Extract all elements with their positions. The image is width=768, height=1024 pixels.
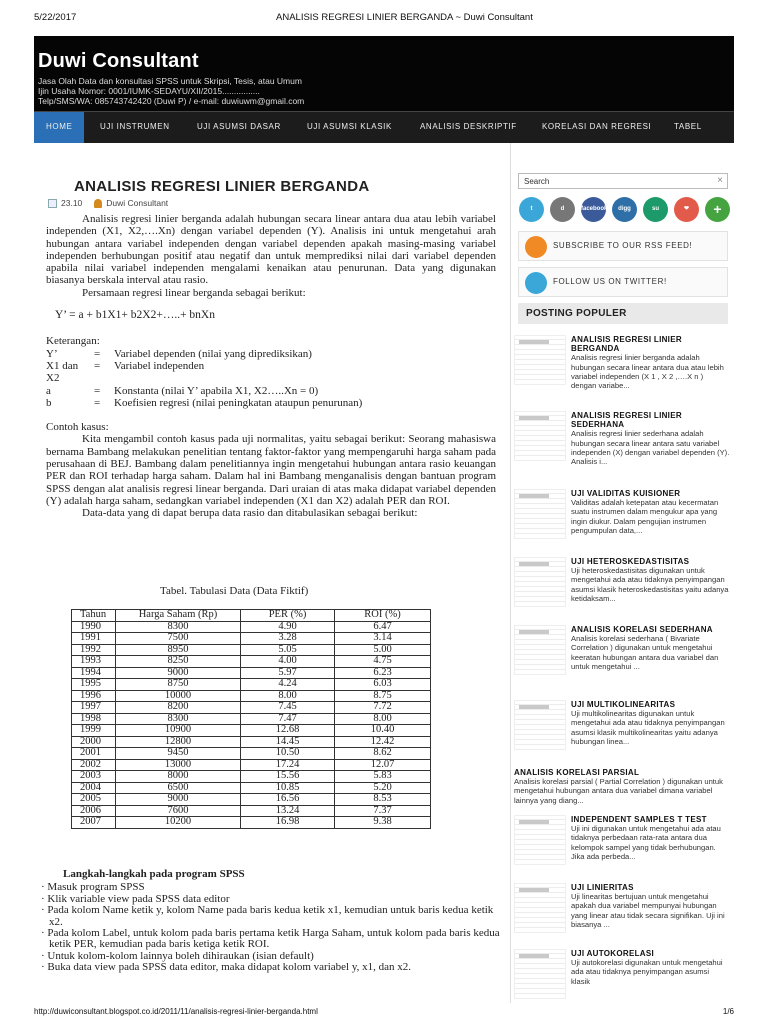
table-cell: 5.83	[335, 771, 431, 783]
table-cell: 16.98	[241, 817, 335, 829]
col-tahun: Tahun	[72, 610, 116, 622]
table-cell: 6.03	[335, 679, 431, 691]
post-thumbnail[interactable]	[514, 700, 566, 750]
table-cell: 8.00	[335, 713, 431, 725]
table-cell: 1998	[72, 713, 116, 725]
table-row	[72, 725, 431, 737]
table-cell: 10.50	[241, 748, 335, 760]
table-cell: 10200	[116, 817, 241, 829]
table-cell: 7.47	[241, 713, 335, 725]
table-caption: Tabel. Tabulasi Data (Data Fiktif)	[160, 585, 309, 597]
col-harga-saham: Harga Saham (Rp)	[116, 610, 241, 622]
steps-heading: Langkah-langkah pada program SPSS	[63, 868, 245, 880]
table-row	[72, 656, 431, 668]
table-cell: 2005	[72, 794, 116, 806]
table-cell: 8.53	[335, 794, 431, 806]
popular-post[interactable]: UJI VALIDITAS KUISIONER Validitas adalah ketepatan atau kecermatan suatu instrumen dalam mengukur apa yang ingin diukur. Dalam pengujian instrumen pengumpulan data,...	[514, 489, 730, 541]
table-cell: 4.90	[241, 621, 335, 633]
table-row	[72, 644, 431, 656]
keterangan-row: X1 dan X2 = Variabel independen	[46, 359, 205, 385]
table-cell: 8.00	[241, 690, 335, 702]
data-intro: Data-data yang di dapat berupa data rasio dan ditabulasikan sebagai berikut:	[82, 507, 418, 520]
post-meta	[48, 198, 168, 208]
author-icon	[94, 199, 102, 208]
post-thumbnail[interactable]	[514, 335, 566, 385]
nav-home[interactable]: HOME	[34, 112, 84, 144]
table-cell: 12.68	[241, 725, 335, 737]
col-per: PER (%)	[241, 610, 335, 622]
table-row	[72, 621, 431, 633]
spss-steps	[41, 869, 503, 974]
social-icons	[519, 197, 730, 222]
facebook-icon[interactable]: facebook	[581, 197, 606, 222]
table-cell: 2006	[72, 805, 116, 817]
regression-equation: Y’ = a + b1X1+ b2X2+…..+ bnXn	[55, 309, 215, 322]
site-banner	[34, 36, 734, 111]
calendar-icon	[48, 199, 57, 208]
popular-posts-heading: POSTING POPULER	[518, 303, 728, 324]
table-row	[72, 782, 431, 794]
post-content	[34, 143, 510, 1003]
table-cell: 8000	[116, 771, 241, 783]
post-thumbnail[interactable]	[514, 411, 566, 461]
table-row	[72, 690, 431, 702]
table-cell: 9000	[116, 794, 241, 806]
data-table	[71, 609, 431, 829]
table-cell: 8.75	[335, 690, 431, 702]
table-cell: 4.24	[241, 679, 335, 691]
post-time: 23.10	[61, 198, 83, 208]
col-roi: ROI (%)	[335, 610, 431, 622]
table-cell: 12800	[116, 736, 241, 748]
table-cell: 17.24	[241, 759, 335, 771]
post-author[interactable]: Duwi Consultant	[106, 198, 169, 208]
delicious-icon[interactable]: d	[550, 197, 575, 222]
intro-paragraph: Analisis regresi linier berganda adalah hubungan secara linear antara dua atau lebih variabel independen (X1, X2,….Xn) dengan variabel dependen (Y). Analisis ini untuk mengetahui arah hubungan antara variabel independen dengan variabel dependen apakah masing-masing variabel independen berhubungan positif atau negatif dan untuk memprediksi nilai dari variabel dependen apabila nilai variabel independen mengalami kenaikan atau penurunan. Data yang digunakan biasanya berskala interval atau rasio.	[46, 213, 496, 287]
table-cell: 2002	[72, 759, 116, 771]
table-cell: 6500	[116, 782, 241, 794]
table-cell: 8750	[116, 679, 241, 691]
popular-post[interactable]: UJI MULTIKOLINEARITAS Uji multikolinearitas digunakan untuk mengetahui ada atau tidaknya penyimpangan asumsi klasik multikolinearitas yaitu adanya hubungan linea...	[514, 700, 730, 752]
popular-post[interactable]: ANALISIS KORELASI SEDERHANA Analisis korelasi sederhana ( Bivariate Correlation ) digunakan untuk mengetahui keeratan hubungan antara dua variabel dan untuk mengetahui ...	[514, 625, 730, 677]
twitter-icon[interactable]: t	[519, 197, 544, 222]
post-thumbnail[interactable]	[514, 949, 566, 999]
table-header-row	[72, 610, 431, 622]
table-cell: 8250	[116, 656, 241, 668]
table-cell: 9000	[116, 667, 241, 679]
table-row	[72, 633, 431, 645]
table-cell: 9450	[116, 748, 241, 760]
site-title[interactable]: Duwi Consultant	[38, 50, 199, 72]
table-cell: 8300	[116, 621, 241, 633]
table-cell: 5.00	[335, 644, 431, 656]
table-cell: 10000	[116, 690, 241, 702]
table-cell: 10.85	[241, 782, 335, 794]
table-cell: 12.07	[335, 759, 431, 771]
print-date: 5/22/2017	[34, 12, 77, 23]
post-thumbnail[interactable]	[514, 815, 566, 865]
table-cell: 1993	[72, 656, 116, 668]
table-cell: 12.42	[335, 736, 431, 748]
step-item: · Klik variable view pada SPSS data editor	[41, 892, 230, 905]
table-cell: 7500	[116, 633, 241, 645]
table-cell: 4.75	[335, 656, 431, 668]
step-item: · Buka data view pada SPSS data editor, maka didapat kolom variabel y, x1, dan x2.	[41, 961, 412, 974]
keterangan-row: Y’ = Variabel dependen (nilai yang diprediksikan)	[46, 347, 312, 360]
table-cell: 1992	[72, 644, 116, 656]
table-cell: 8200	[116, 702, 241, 714]
table-cell: 2000	[72, 736, 116, 748]
table-cell: 13.24	[241, 805, 335, 817]
rss-feed-link[interactable]: SUBSCRIBE TO OUR RSS FEED!	[518, 231, 728, 261]
table-cell: 1994	[72, 667, 116, 679]
table-cell: 2007	[72, 817, 116, 829]
table-row	[72, 817, 431, 829]
post-thumbnail[interactable]	[514, 625, 566, 675]
keterangan-label: Keterangan:	[46, 335, 100, 348]
table-cell: 7600	[116, 805, 241, 817]
table-cell: 6.47	[335, 621, 431, 633]
step-item: · Masuk program SPSS	[41, 881, 145, 894]
table-row	[72, 794, 431, 806]
step-item: · Pada kolom Name ketik y, kolom Name pada baris kedua ketik x1, kemudian untuk baris kedua ketik x2.	[41, 904, 494, 928]
step-item: · Untuk kolom-kolom lainnya boleh dihiraukan (isian default)	[41, 949, 314, 962]
contoh-paragraph: Kita mengambil contoh kasus pada uji normalitas, yaitu sebagai berikut: Seorang mahasiswa bernama Bambang melakukan penelitian tentang faktor-faktor yang mempengaruhi harga saham pada perusahaan di BEJ. Bambang dalam penelitiannya ingin mengetahui hubungan antara rasio keuangan PER dan ROI terhadap harga saham. Dalam hal ini Bambang menganalisis dengan bantuan program SPSS dengan alat analisis regresi linear berganda. Dari uraian di atas maka didapat variabel dependen (Y) adalah harga saham, sedangkan variabel independen (X1 dan X2) adalah PER dan ROI.	[46, 433, 496, 507]
print-url: http://duwiconsultant.blogspot.co.id/2011/11/analisis-regresi-linier-berganda.html	[34, 1007, 318, 1016]
table-cell: 1997	[72, 702, 116, 714]
table-cell: 10.40	[335, 725, 431, 737]
nav-tabel[interactable]: TABEL	[674, 122, 702, 131]
post-thumbnail[interactable]	[514, 489, 566, 539]
digg-icon[interactable]: digg	[612, 197, 637, 222]
table-cell: 1990	[72, 621, 116, 633]
table-cell: 5.97	[241, 667, 335, 679]
main-nav	[34, 111, 734, 143]
tagline-line-3: Telp/SMS/WA: 085743742420 (Duwi P) / e-mail: duwiuwm@gmail.com	[38, 96, 305, 106]
table-row	[72, 713, 431, 725]
table-row	[72, 667, 431, 679]
table-cell: 4.00	[241, 656, 335, 668]
post-thumbnail[interactable]	[514, 883, 566, 933]
equation-intro: Persamaan regresi linear berganda sebagai berikut:	[82, 286, 306, 299]
keterangan-row: b = Koefisien regresi (nilai peningkatan ataupun penurunan)	[46, 396, 363, 409]
table-cell: 15.56	[241, 771, 335, 783]
table-cell: 1996	[72, 690, 116, 702]
table-cell: 2004	[72, 782, 116, 794]
popular-post[interactable]: ANALISIS KORELASI PARSIAL Analisis korelasi parsial ( Partial Correlation ) digunakan untuk mengetahui hubungan antara dua variabel dimana variabel lainnya yang diang...	[514, 768, 723, 805]
table-row	[72, 702, 431, 714]
table-row	[72, 771, 431, 783]
table-cell: 1991	[72, 633, 116, 645]
table-cell: 2001	[72, 748, 116, 760]
popular-post[interactable]: ANALISIS REGRESI LINIER BERGANDA Analisis regresi linier berganda adalah hubungan secara linear antara dua atau lebih variabel independen (X 1 , X 2 ,….X n ) dengan variabe...	[514, 335, 730, 390]
nav-analisis-deskriptif[interactable]: ANALISIS DESKRIPTIF	[420, 122, 517, 131]
table-cell: 8.62	[335, 748, 431, 760]
nav-uji-asumsi-klasik[interactable]: UJI ASUMSI KLASIK	[307, 122, 392, 131]
table-cell: 7.37	[335, 805, 431, 817]
tagline-line-2: Ijin Usaha Nomor: 0001/IUMK-SEDAYU/XII/2015................	[38, 86, 260, 96]
step-item: · Pada kolom Label, untuk kolom pada baris pertama ketik Harga Saham, untuk kolom pada baris kedua ketik PER, kemudian pada baris ketiga ketik ROI.	[41, 927, 500, 951]
stumbleupon-icon[interactable]: su	[643, 197, 668, 222]
table-cell: 7.72	[335, 702, 431, 714]
popular-post[interactable]: UJI AUTOKORELASI Uji autokorelasi digunakan untuk mengetahui ada atau tidaknya penyimpangan asumsi klasik	[514, 949, 730, 1001]
table-row	[72, 679, 431, 691]
table-cell: 7.45	[241, 702, 335, 714]
table-cell: 13000	[116, 759, 241, 771]
popular-post[interactable]: UJI LINIERITAS Uji linearitas bertujuan untuk mengetahui apakah dua variabel mempunyai hubungan yang linear atau tidak secara signifikan. Uji ini biasanya ...	[514, 883, 730, 935]
nav-uji-asumsi-dasar[interactable]: UJI ASUMSI DASAR	[197, 122, 281, 131]
print-header	[0, 0, 768, 36]
twitter-follow-link[interactable]: FOLLOW US ON TWITTER!	[518, 267, 728, 297]
table-cell: 14.45	[241, 736, 335, 748]
post-thumbnail[interactable]	[514, 557, 566, 607]
tagline-line-1: Jasa Olah Data dan konsultasi SPSS untuk Skripsi, Tesis, atau Umum	[38, 76, 302, 86]
popular-post[interactable]: ANALISIS REGRESI LINIER SEDERHANA Analisis regresi linier sederhana adalah hubungan secara linear antara satu variabel independen (X) dengan variabel dependen (Y). Analisis i...	[514, 411, 730, 466]
table-cell: 1995	[72, 679, 116, 691]
table-row	[72, 759, 431, 771]
nav-korelasi-regresi[interactable]: KORELASI DAN REGRESI	[542, 122, 652, 131]
heart-icon[interactable]: ❤	[674, 197, 699, 222]
table-row	[72, 805, 431, 817]
post-body	[46, 213, 496, 520]
table-cell: 10900	[116, 725, 241, 737]
table-cell: 5.20	[335, 782, 431, 794]
table-row	[72, 736, 431, 748]
sidebar	[510, 143, 734, 1003]
popular-post[interactable]: INDEPENDENT SAMPLES T TEST Uji ini digunakan untuk mengetahui ada atau tidaknya perbedaan rata-rata antara dua kelompok sampel yang tidak berhubungan. Jika ada perbeda...	[514, 815, 730, 867]
table-cell: 2003	[72, 771, 116, 783]
table-cell: 8300	[116, 713, 241, 725]
search-input[interactable]: Search ×	[518, 173, 728, 189]
nav-uji-instrumen[interactable]: UJI INSTRUMEN	[100, 122, 170, 131]
keterangan-row: a = Konstanta (nilai Y’ apabila X1, X2…..Xn = 0)	[46, 384, 319, 397]
clear-search-icon[interactable]: ×	[717, 175, 723, 186]
table-cell: 6.23	[335, 667, 431, 679]
contoh-label: Contoh kasus:	[46, 421, 109, 434]
print-page-title: ANALISIS REGRESI LINIER BERGANDA ~ Duwi Consultant	[276, 12, 533, 23]
table-cell: 1999	[72, 725, 116, 737]
post-title[interactable]: ANALISIS REGRESI LINIER BERGANDA	[74, 178, 370, 195]
table-cell: 9.38	[335, 817, 431, 829]
table-cell: 8950	[116, 644, 241, 656]
rss-icon	[525, 236, 547, 258]
table-row	[72, 748, 431, 760]
table-cell: 16.56	[241, 794, 335, 806]
plus-icon[interactable]: +	[705, 197, 730, 222]
table-cell: 3.28	[241, 633, 335, 645]
print-footer	[0, 1003, 768, 1024]
twitter-bird-icon	[525, 272, 547, 294]
popular-post[interactable]: UJI HETEROSKEDASTISITAS Uji heteroskedastisitas digunakan untuk mengetahui ada atau tidaknya penyimpangan asumsi klasik heteroskedastisitas yaitu adanya ketidaksam...	[514, 557, 730, 609]
print-page-number: 1/6	[722, 1007, 734, 1016]
table-cell: 5.05	[241, 644, 335, 656]
table-cell: 3.14	[335, 633, 431, 645]
